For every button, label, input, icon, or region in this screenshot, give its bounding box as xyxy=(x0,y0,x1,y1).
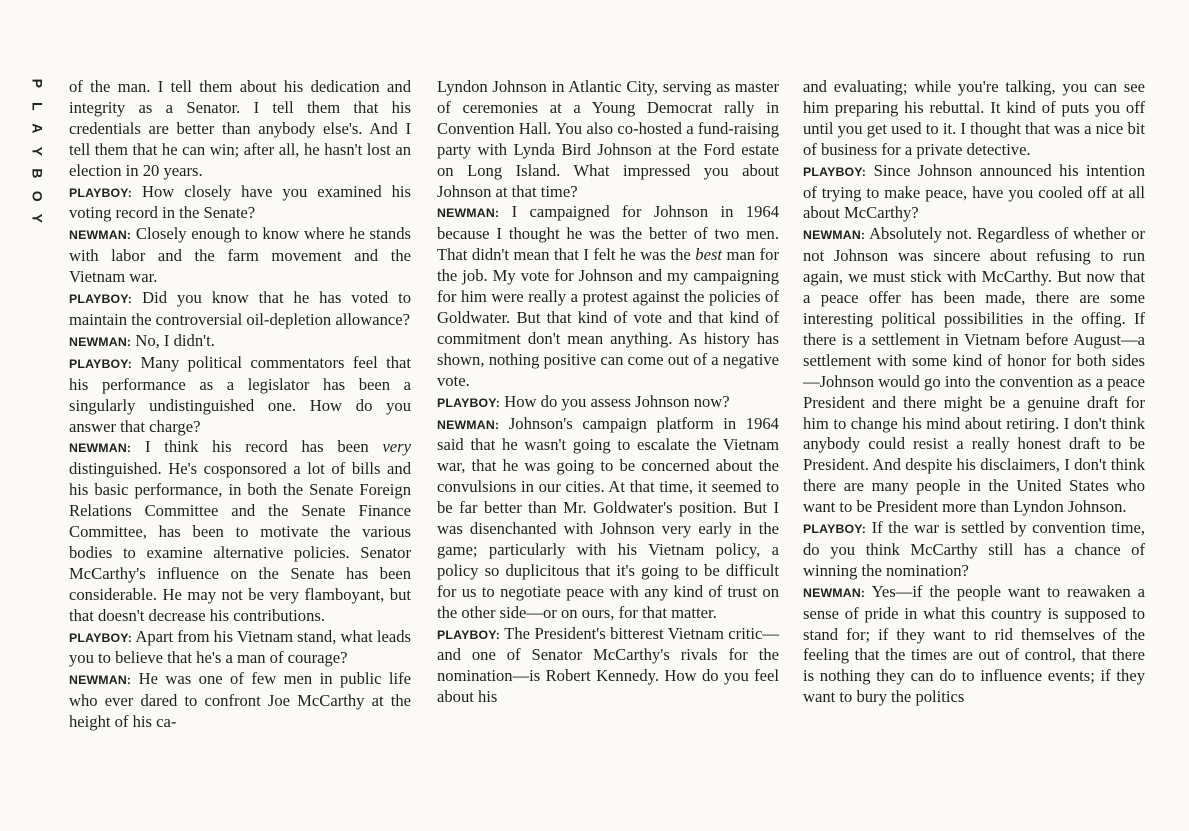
answer: NEWMAN: I think his record has been very distinguished. He's cosponsored a lot of bills and his basic performance, in both the Senate Foreign Relations Committee and the Senate Finance Committee, has been to motivate the various bodies to examine alternative policies. Senator McCarthy's influence on the Senate has been considerable. He may not be very flamboyant, but that doesn't decrease his contributions. xyxy=(69,437,411,625)
answer: NEWMAN: He was one of few men in public life who ever dared to confront Joe McCarthy at the height of his ca- xyxy=(69,669,411,732)
answer: NEWMAN: No, I didn't. xyxy=(69,330,215,350)
answer: NEWMAN: Yes—if the people want to reawaken a sense of pride in what this country is supposed to stand for; if they want to rid themselves of the feeling that the times are out of control, that there is nothing they can do to influence events; if they want to bury the politics xyxy=(803,581,1145,707)
speaker-label: NEWMAN: xyxy=(69,228,132,243)
question: PLAYBOY: How closely have you examined his voting record in the Senate? xyxy=(69,181,411,223)
speaker-label: PLAYBOY: xyxy=(803,522,867,537)
title-letter: A xyxy=(29,123,46,134)
speaker-label: PLAYBOY: xyxy=(69,185,133,200)
speaker-label: NEWMAN: xyxy=(69,334,132,349)
question: PLAYBOY: Since Johnson announced his intention of trying to make peace, have you cooled off at all about McCarthy? xyxy=(803,160,1145,223)
vertical-magazine-title xyxy=(23,72,46,230)
answer: NEWMAN: I campaigned for Johnson in 1964 because I thought he was the better of two men. That didn't mean that I felt he was the best man for the job. My vote for Johnson and my campaigning for him were really a protest against the policies of Goldwater. But that kind of vote and that kind of commitment don't mean anything. As history has shown, nothing positive can come out of a negative vote. xyxy=(437,202,779,390)
answer: NEWMAN: Absolutely not. Regardless of whether or not Johnson was sincere about refusing to run again, we must stick with McCarthy. But now that a peace offer has been made, there are some interesting political possibilities in the offing. If there is a settlement in Vietnam before August—a settlement with some kind of honor for both sides—Johnson would go into the convention as a peace President and there might be a genuine draft for him to change his mind about retiring. I don't think anybody could resist a really honest draft to be President. And despite his disclaimers, I don't think there are many people in the United States who want to be President more than Lyndon Johnson. xyxy=(803,224,1145,517)
question: PLAYBOY: Apart from his Vietnam stand, what leads you to believe that he's a man of courage? xyxy=(69,626,412,668)
paragraph: and evaluating; while you're talking, you can see him preparing his rebuttal. It kind of puts you off until you get used to it. I thought that was a nice bit of business for a private detective. xyxy=(803,77,1145,159)
answer: NEWMAN: Closely enough to know where he stands with labor and the farm movement and the Vietnam war. xyxy=(69,224,411,287)
text-column-3 xyxy=(803,77,1145,708)
speaker-label: NEWMAN: xyxy=(803,585,866,600)
speaker-label: PLAYBOY: xyxy=(69,292,133,307)
answer: NEWMAN: Johnson's campaign platform in 1964 said that he wasn't going to escalate the Vietnam war, that he was going to be concerned about the convulsions in our cities. At that time, it seemed to be far better than Mr. Goldwater's position. But I was disenchanted with Johnson very early in the game; particularly with his Vietnam policy, a policy so duplicitous that it's going to be difficult for us to negotiate peace with any kind of trust on the other side—or on ours, for that matter. xyxy=(437,413,779,622)
speaker-label: NEWMAN: xyxy=(69,441,132,456)
title-letter: B xyxy=(29,168,46,179)
title-letter: L xyxy=(29,101,46,111)
speaker-label: PLAYBOY: xyxy=(69,356,133,371)
title-letter: P xyxy=(29,78,46,88)
question: PLAYBOY: If the war is settled by convention time, do you think McCarthy still has a chance of winning the nomination? xyxy=(803,518,1145,580)
paragraph: Lyndon Johnson in Atlantic City, serving as master of ceremonies at a Young Democrat rally in Convention Hall. You also co-hosted a fund-raising party with Lynda Bird Johnson at the Ford estate on Long Island. What impressed you about Johnson at that time? xyxy=(437,77,779,201)
speaker-label: NEWMAN: xyxy=(69,673,132,688)
question: PLAYBOY: Many political commentators feel that his performance as a legislator has been a singularly undistinguished one. How do you answer that charge? xyxy=(69,352,412,436)
title-letter: Y xyxy=(29,146,46,156)
text-column-1 xyxy=(69,77,411,733)
speaker-label: PLAYBOY: xyxy=(437,627,501,642)
paragraph: of the man. I tell them about his dedication and integrity as a Senator. I tell them that his credentials are better than anybody else's. And I tell them that he can win; after all, he hasn't lost an election in 20 years. xyxy=(69,77,411,180)
speaker-label: NEWMAN: xyxy=(437,417,500,432)
title-letter: O xyxy=(29,190,46,202)
speaker-label: NEWMAN: xyxy=(803,228,866,243)
question: PLAYBOY: The President's bitterest Vietnam critic—and one of Senator McCarthy's rivals for the nomination—is Robert Kennedy. How do you feel about his xyxy=(437,623,779,707)
speaker-label: NEWMAN: xyxy=(437,206,500,221)
speaker-label: PLAYBOY: xyxy=(803,164,867,179)
speaker-label: PLAYBOY: xyxy=(437,395,501,410)
question: PLAYBOY: Did you know that he has voted to maintain the controversial oil-depletion allowance? xyxy=(69,288,411,329)
title-letter: Y xyxy=(29,213,46,223)
speaker-label: PLAYBOY: xyxy=(69,630,133,645)
text-column-2 xyxy=(437,77,779,708)
question: PLAYBOY: How do you assess Johnson now? xyxy=(437,391,730,411)
